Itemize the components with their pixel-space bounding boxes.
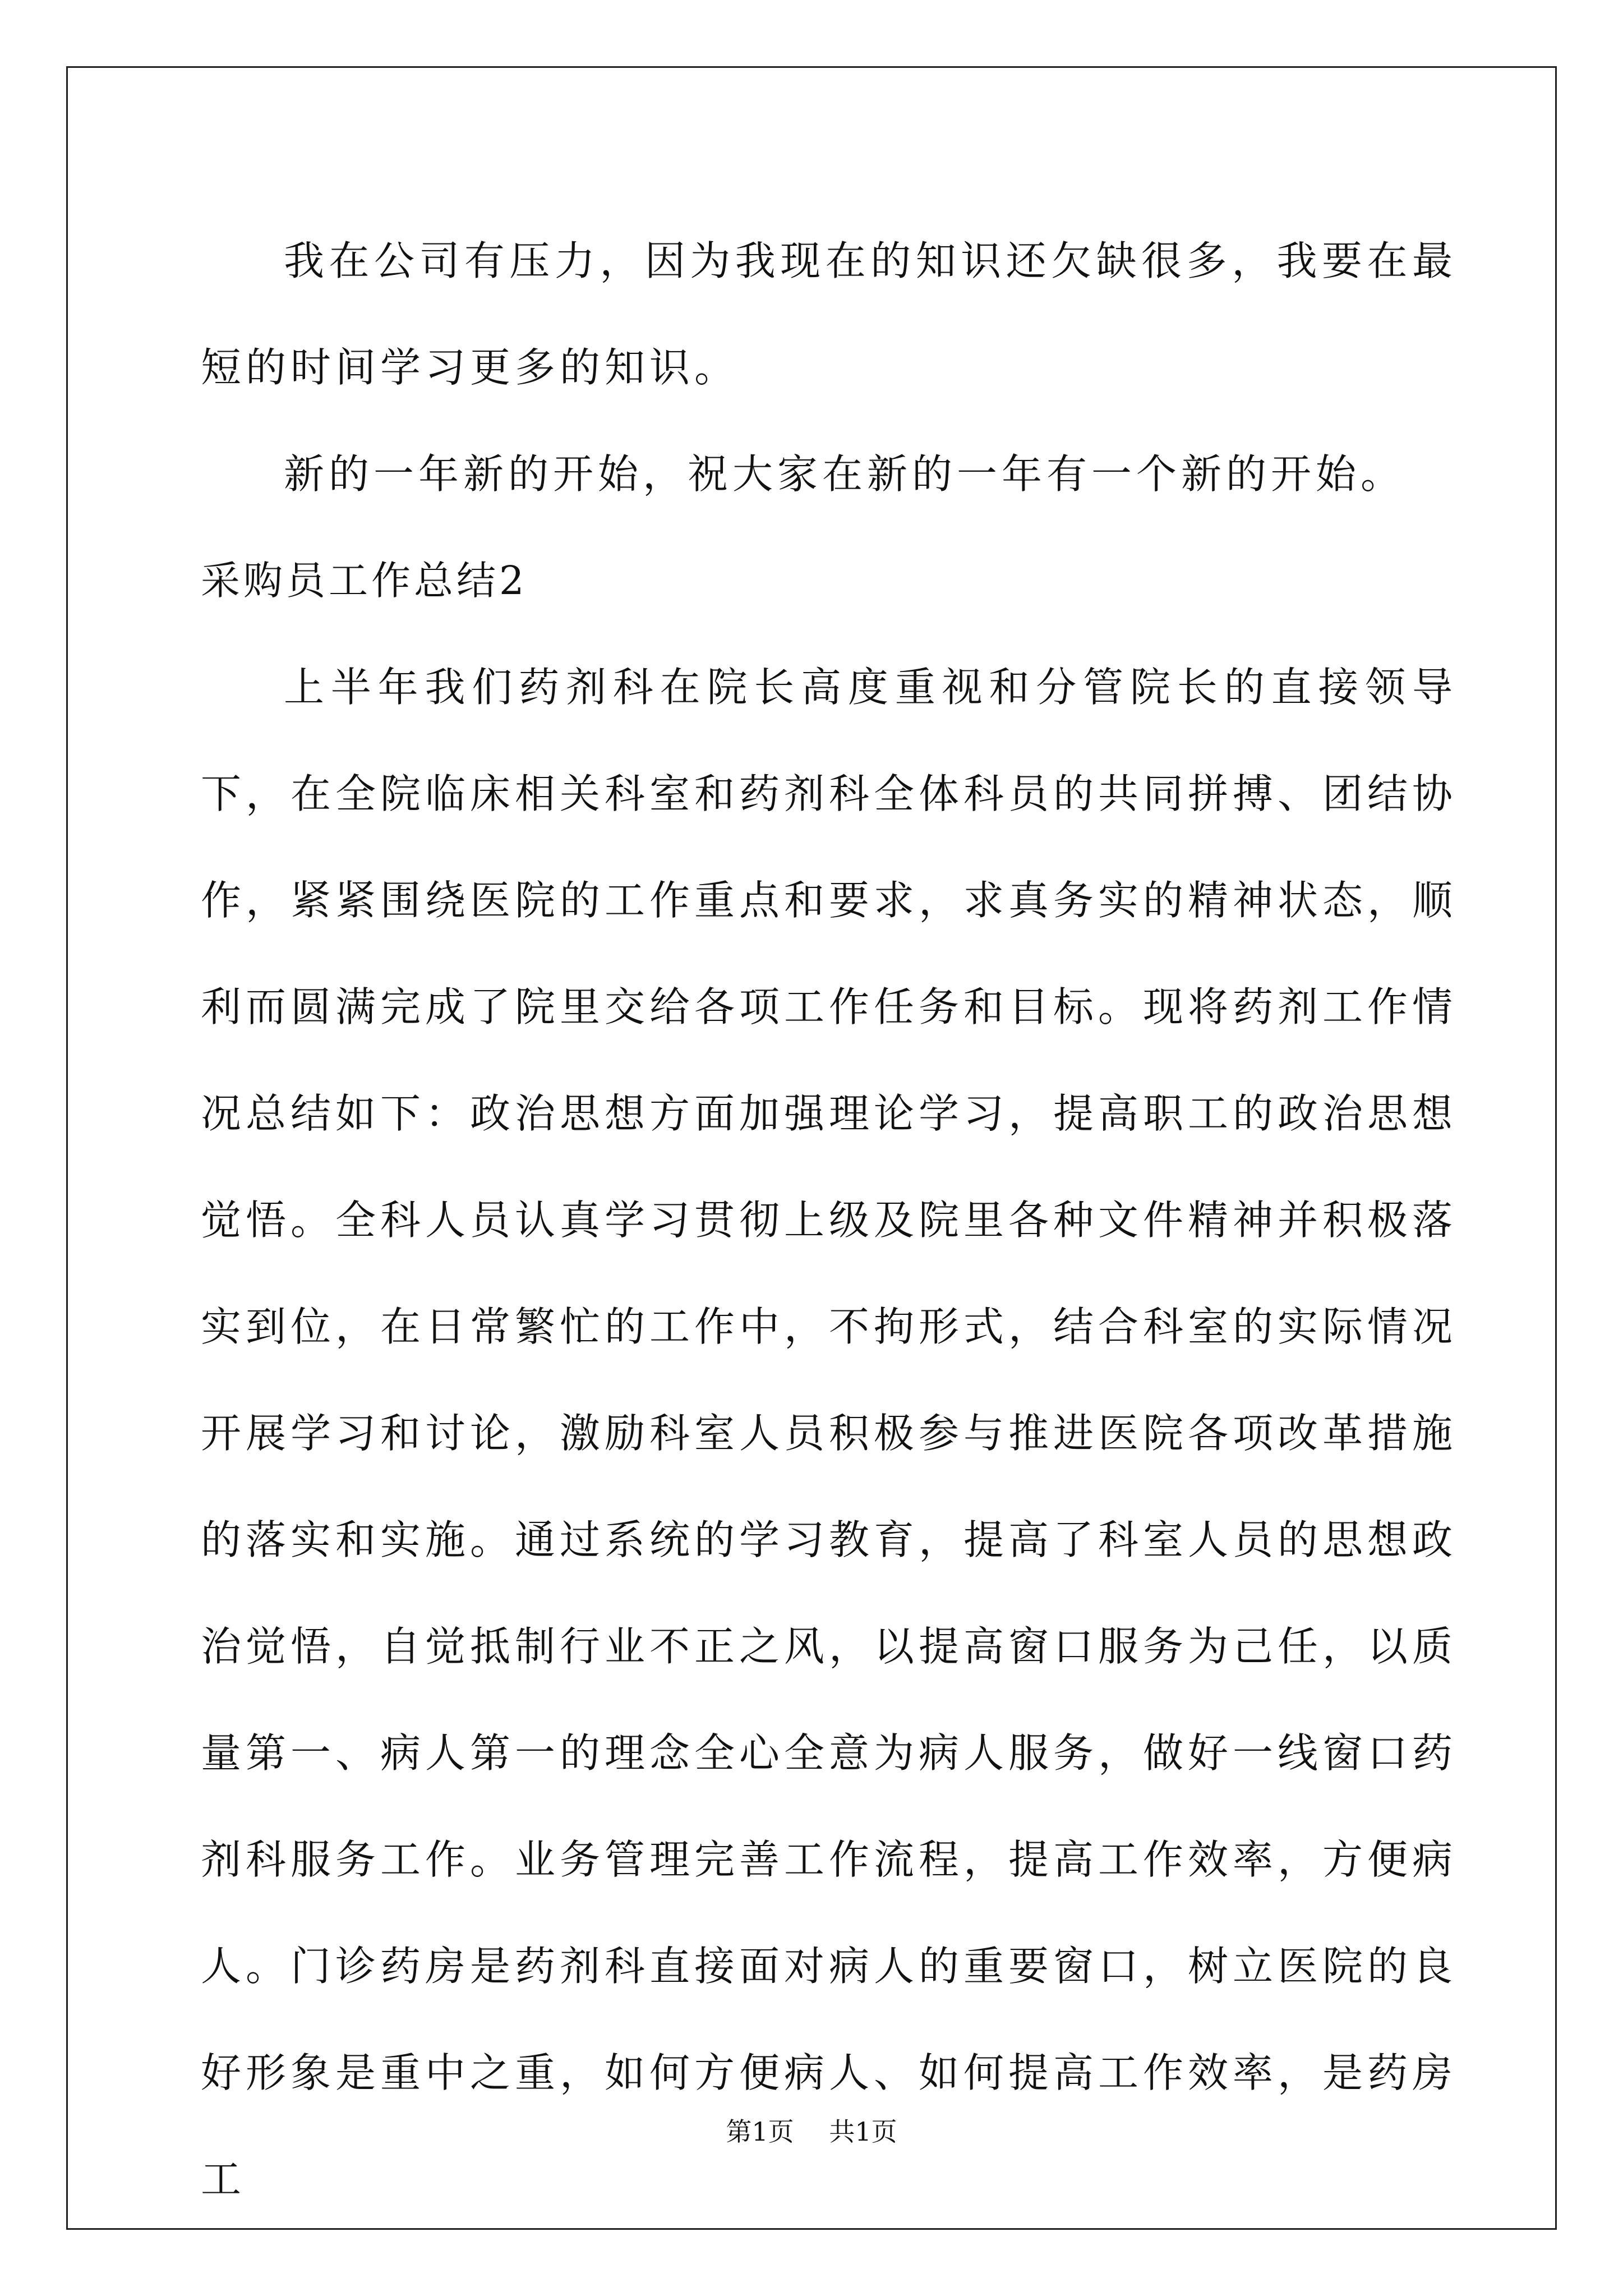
page-number: 第1页 bbox=[726, 2116, 794, 2147]
paragraph: 我在公司有压力，因为我现在的知识还欠缺很多，我要在最短的时间学习更多的知识。 bbox=[201, 237, 1457, 391]
paragraph: 上半年我们药剂科在院长高度重视和分管院长的直接领导下，在全院临床相关科室和药剂科全体科员的共同拼搏、团结协作，紧紧围绕医院的工作重点和要求，求真务实的精神状态，顺利而圆满完成了院里交给各项工作任务和目标。现将药剂工作情况总结如下：政治思想方面加强理论学习，提高职工的政治思想觉悟。全科人员认真学习贯彻上级及院里各种文件精神并积极落实到位，在日常繁忙的工作中，不拘形式，结合科室的实际情况开展学习和讨论，激励科室人员积极参与推进医院各项改革措施的落实和实施。通过系统的学习教育，提高了科室人员的思想政治觉悟，自觉抵制行业不正之风，以提高窗口服务为己任，以质量第一、病人第一的理念全心全意为病人服务，做好一线窗口药剂科服务工作。业务管理完善工作流程，提高工作效率，方便病人。门诊药房是药剂科直接面对病人的重要窗口，树立医院的良好形象是重中之重，如何方便病人、如何提高工作效率，是药房工 bbox=[201, 664, 1458, 2203]
page-total: 共1页 bbox=[829, 2116, 897, 2147]
section-heading: 采购员工作总结2 bbox=[201, 558, 528, 604]
document-body bbox=[201, 208, 1457, 2233]
page-footer bbox=[0, 2115, 1623, 2148]
paragraph: 新的一年新的开始，祝大家在新的一年有一个新的开始。 bbox=[284, 450, 1406, 498]
